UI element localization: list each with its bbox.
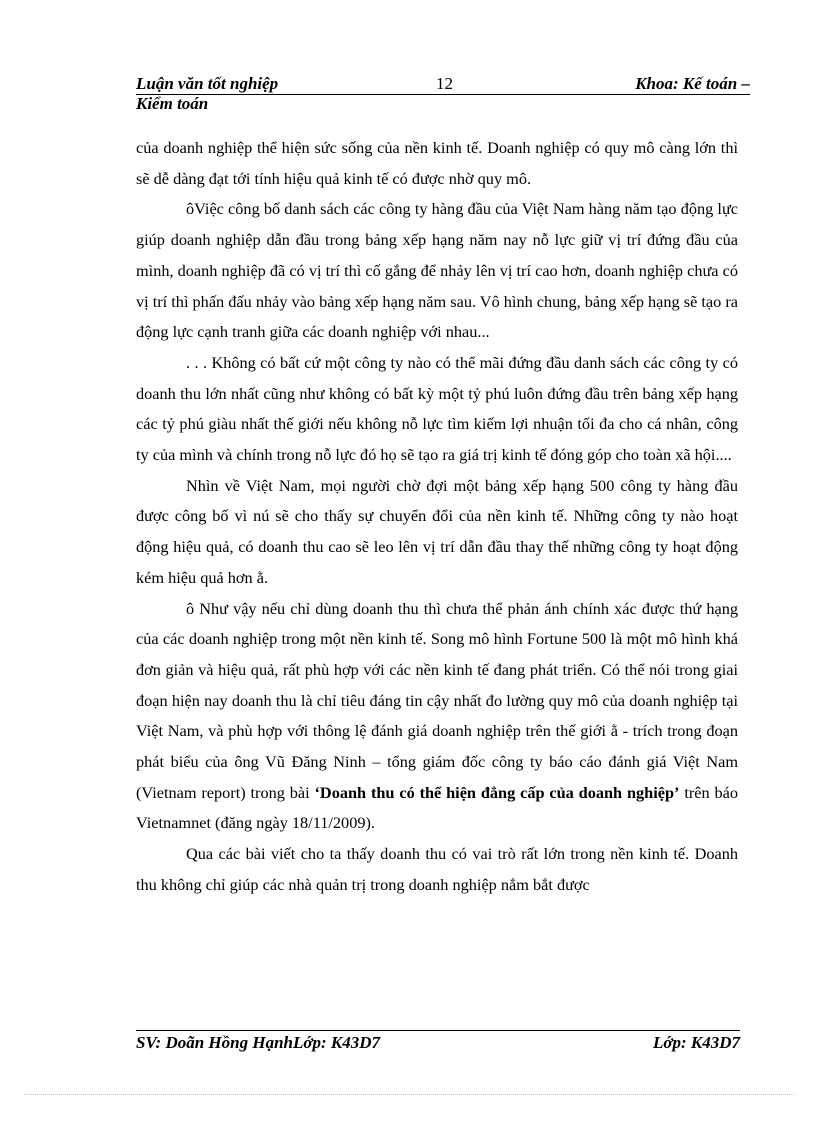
paragraph: . . . Không có bất cứ một công ty nào có thể mãi đứng đầu danh sách các công ty có doanh thu lớn nhất cũng như không có bất kỳ một tỷ phú luôn đứng đầu trên bảng xếp hạng các tỷ phú giàu nhất thế giới nếu không nỗ lực tìm kiếm lợi nhuận tối đa cho cá nhân, công ty của mình và chính trong nỗ lực đó họ sẽ tạo ra giá trị kinh tế đóng góp cho toàn xã hội.... [136, 352, 738, 465]
page-bottom-divider [24, 1094, 794, 1095]
class-info: Lớp: K43D7 [652, 1033, 740, 1052]
student-info: SV: Doãn Hồng HạnhLớp: K43D7 [136, 1033, 381, 1052]
paragraph: Nhìn về Việt Nam, mọi người chờ đợi một bảng xếp hạng 500 công ty hàng đầu được công bố vì nú sẽ cho thấy sự chuyển đổi của nền kinh tế. Những công ty nào hoạt động hiệu quả, có doanh thu cao sẽ leo lên vị trí dẫn đầu thay thế những công ty hoạt động kém hiệu quả hơn ằ. [136, 475, 738, 587]
paragraph [136, 594, 738, 840]
faculty-label: Khoa: Kế toán – [635, 74, 750, 93]
article-title: ‘Doanh thu có thể hiện đẳng cấp của doanh nghiệp’ [314, 782, 680, 802]
page-number: 12 [436, 74, 453, 93]
page-header [136, 74, 750, 95]
paragraph: ôViệc công bố danh sách các công ty hàng đầu của Việt Nam hàng năm tạo động lực giúp doanh nghiệp dẫn đầu trong bảng xếp hạng năm nay nỗ lực giữ vị trí đứng đầu của mình, doanh nghiệp đã có vị trí thì cố gắng để nhảy lên vị trí cao hơn, doanh nghiệp chưa có vị trí thì phấn đấu nhảy vào bảng xếp hạng năm sau. Vô hình chung, bảng xếp hạng sẽ tạo ra động lực cạnh tranh giữa các doanh nghiệp với nhau... [136, 199, 738, 342]
paragraph: Qua các bài viết cho ta thấy doanh thu có vai trò rất lớn trong nền kinh tế. Doanh thu không chỉ giúp các nhà quản trị trong doanh nghiệp nắm bắt được [136, 844, 738, 894]
thesis-title: Luận văn tốt nghiệp [136, 74, 279, 93]
paragraph: của doanh nghiệp thể hiện sức sống của nền kinh tế. Doanh nghiệp có quy mô càng lớn thì sẽ dễ dàng đạt tới tính hiệu quả kinh tế có được nhờ quy mô. [136, 138, 738, 188]
body-text [136, 133, 738, 901]
faculty-label-cont: Kiểm toán [136, 94, 209, 113]
page-footer [136, 1030, 740, 1053]
paragraph-text: trên báo Vietnamnet (đăng ngày 18/11/2009). [136, 782, 738, 833]
paragraph-text: ô Như vậy nếu chỉ dùng doanh thu thì chưa thể phản ánh chính xác được thứ hạng của các doanh nghiệp trong một nền kinh tế. Song mô hình Fortune 500 là một mô hình khá đơn giản và hiệu quả, rất phù hợp với các nền kinh tế đang phát triển. Có thể nói trong giai đoạn hiện nay doanh thu là chỉ tiêu đáng tin cậy nhất đo lường quy mô của doanh nghiệp tại Việt Nam, và phù hợp với thông lệ đánh giá doanh nghiệp trên thế giới ằ - trích trong đoạn phát biểu của ông Vũ Đăng Ninh – tổng giám đốc công ty báo cáo đánh giá Việt Nam (Vietnam report) trong bài [136, 598, 738, 802]
